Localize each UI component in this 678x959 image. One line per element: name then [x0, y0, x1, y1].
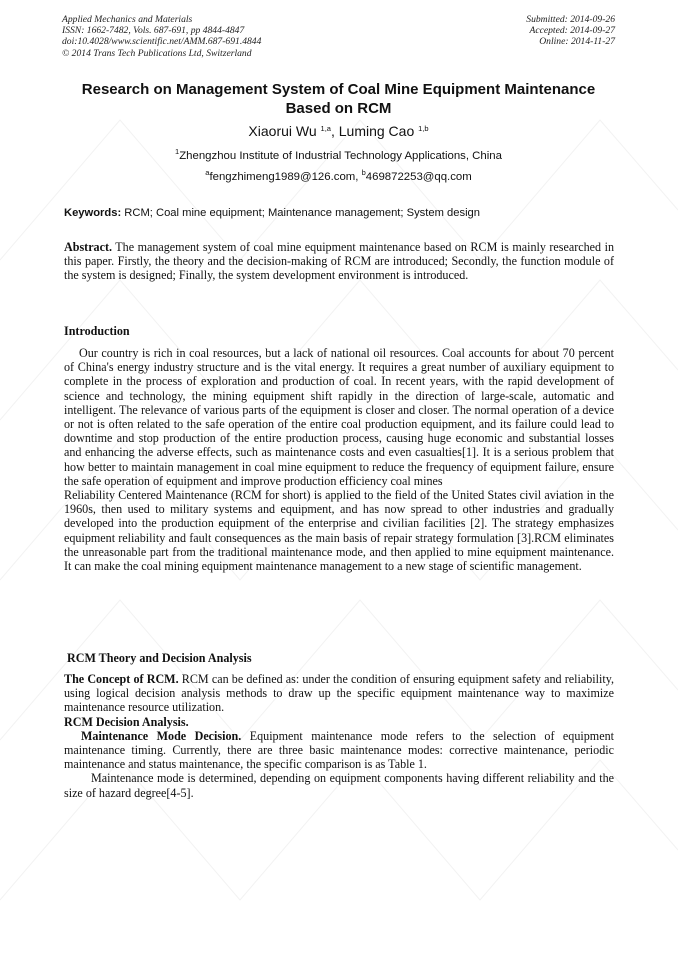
concept-text: RCM can be defined as: under the condition of ensuring equipment safety and reliability, using logical decision analysis methods to draw up the specific equipment maintenance way to maximize maintenance resource utilization. — [64, 672, 614, 715]
submitted-date: Submitted: 2014-09-26 — [526, 14, 615, 25]
email-address: fengzhimeng1989@126.com, — [209, 171, 362, 183]
author-separator: , — [330, 123, 339, 139]
introduction-section — [64, 346, 614, 573]
email-line — [62, 170, 615, 184]
abstract — [64, 240, 614, 283]
affiliation-marker: 1 — [175, 147, 180, 156]
introduction-paragraph: Our country is rich in coal resources, but a lack of national oil resources. Coal accounts for about 70 percent of China's energy industry structure and is the vital energy. It requires a great number of auxiliary equipment to complete in the process of exploration and production of coal. In recent years, with the rapid development of science and technology, the mining equipment shift rapidly in the direction of large-scale, automatic and intelligent. The relevance of various parts of the equipment is closer and closer. The normal operation of a device or not is often related to the safe operation of the entire coal production equipment, and its failure could lead to downtime and stop production of the entire production process, causing huge economic and substantial losses and enhancing the adverse effects, such as maintenance costs and even casualties[1]. It is a serious problem that how better to maintain management in coal mine equipment to reduce the frequency of equipment failure, ensure the safe operation of equipment and improve production efficiency coal mines — [64, 346, 614, 488]
online-date: Online: 2014-11-27 — [539, 36, 615, 48]
author-line — [62, 122, 615, 140]
mode-decision-text: Equipment maintenance mode refers to the selection of equipment maintenance timing. Currently, there are three basic maintenance modes: corrective maintenance, periodic maintenance and status maintenance, the specific comparison is as Table 1. — [64, 728, 614, 772]
affiliation — [62, 149, 615, 163]
section-heading-rcm: RCM Theory and Decision Analysis — [67, 651, 252, 665]
paper-title: Research on Management System of Coal Mine Equipment Maintenance Based on RCM — [81, 81, 596, 117]
mode-decision-label: Maintenance Mode Decision. — [81, 728, 242, 743]
journal-name: Applied Mechanics and Materials — [62, 14, 193, 25]
email-address: 469872253@qq.com — [365, 171, 472, 183]
author-name: Xiaorui Wu — [248, 123, 321, 139]
affiliation-text: Zhengzhou Institute of Industrial Technology Applications, China — [179, 150, 502, 162]
journal-info — [62, 14, 261, 59]
copyright-line: © 2014 Trans Tech Publications Ltd, Switzerland — [62, 47, 252, 59]
email-marker: b — [361, 168, 366, 177]
keywords-label: Keywords: — [64, 207, 122, 219]
rcm-section — [64, 672, 614, 800]
concept-paragraph — [64, 672, 614, 715]
keywords — [64, 206, 616, 220]
issn-line: ISSN: 1662-7482, Vols. 687-691, pp 4844-4847 — [62, 25, 245, 37]
mode-determination-paragraph: Maintenance mode is determined, depending on equipment components having different reliability and the size of hazard degree[4-5]. — [64, 771, 614, 800]
section-heading-introduction: Introduction — [64, 324, 130, 338]
accepted-date: Accepted: 2014-09-27 — [529, 25, 615, 37]
introduction-paragraph: Reliability Centered Maintenance (RCM for short) is applied to the field of the United States civil aviation in the 1960s, then used to military systems and equipment, and has now spread to other industries and gradually developed into the production equipment of the enterprise and civilian facilities [2]. The strategy emphasizes equipment reliability and fault consequences as the main basis of repair strategy formulation [3].RCM eliminates the unreasonable part from the traditional maintenance mode, and then applied to mine equipment maintenance. It can make the coal mining equipment maintenance management to a new stage of scientific management. — [64, 488, 614, 574]
keywords-text: RCM; Coal mine equipment; Maintenance management; System design — [121, 207, 481, 219]
email-marker: a — [205, 168, 210, 177]
author-affiliation-marker: 1,b — [418, 124, 429, 133]
doi-line: doi:10.4028/www.scientific.net/AMM.687-691.4844 — [62, 36, 262, 48]
subsection-heading: RCM Decision Analysis. — [64, 714, 189, 729]
mode-decision-paragraph — [64, 729, 614, 772]
abstract-label: Abstract. — [64, 240, 113, 254]
dates-info — [526, 14, 615, 48]
author-affiliation-marker: 1,a — [320, 124, 331, 133]
author-name: Luming Cao — [338, 123, 419, 139]
concept-label: The Concept of RCM. — [64, 672, 179, 686]
abstract-text: The management system of coal mine equipment maintenance based on RCM is mainly researched in this paper. Firstly, the theory and the decision-making of RCM are introduced; Secondly, the function module of the system is designed; Finally, the system development environment is introduced. — [64, 240, 614, 283]
